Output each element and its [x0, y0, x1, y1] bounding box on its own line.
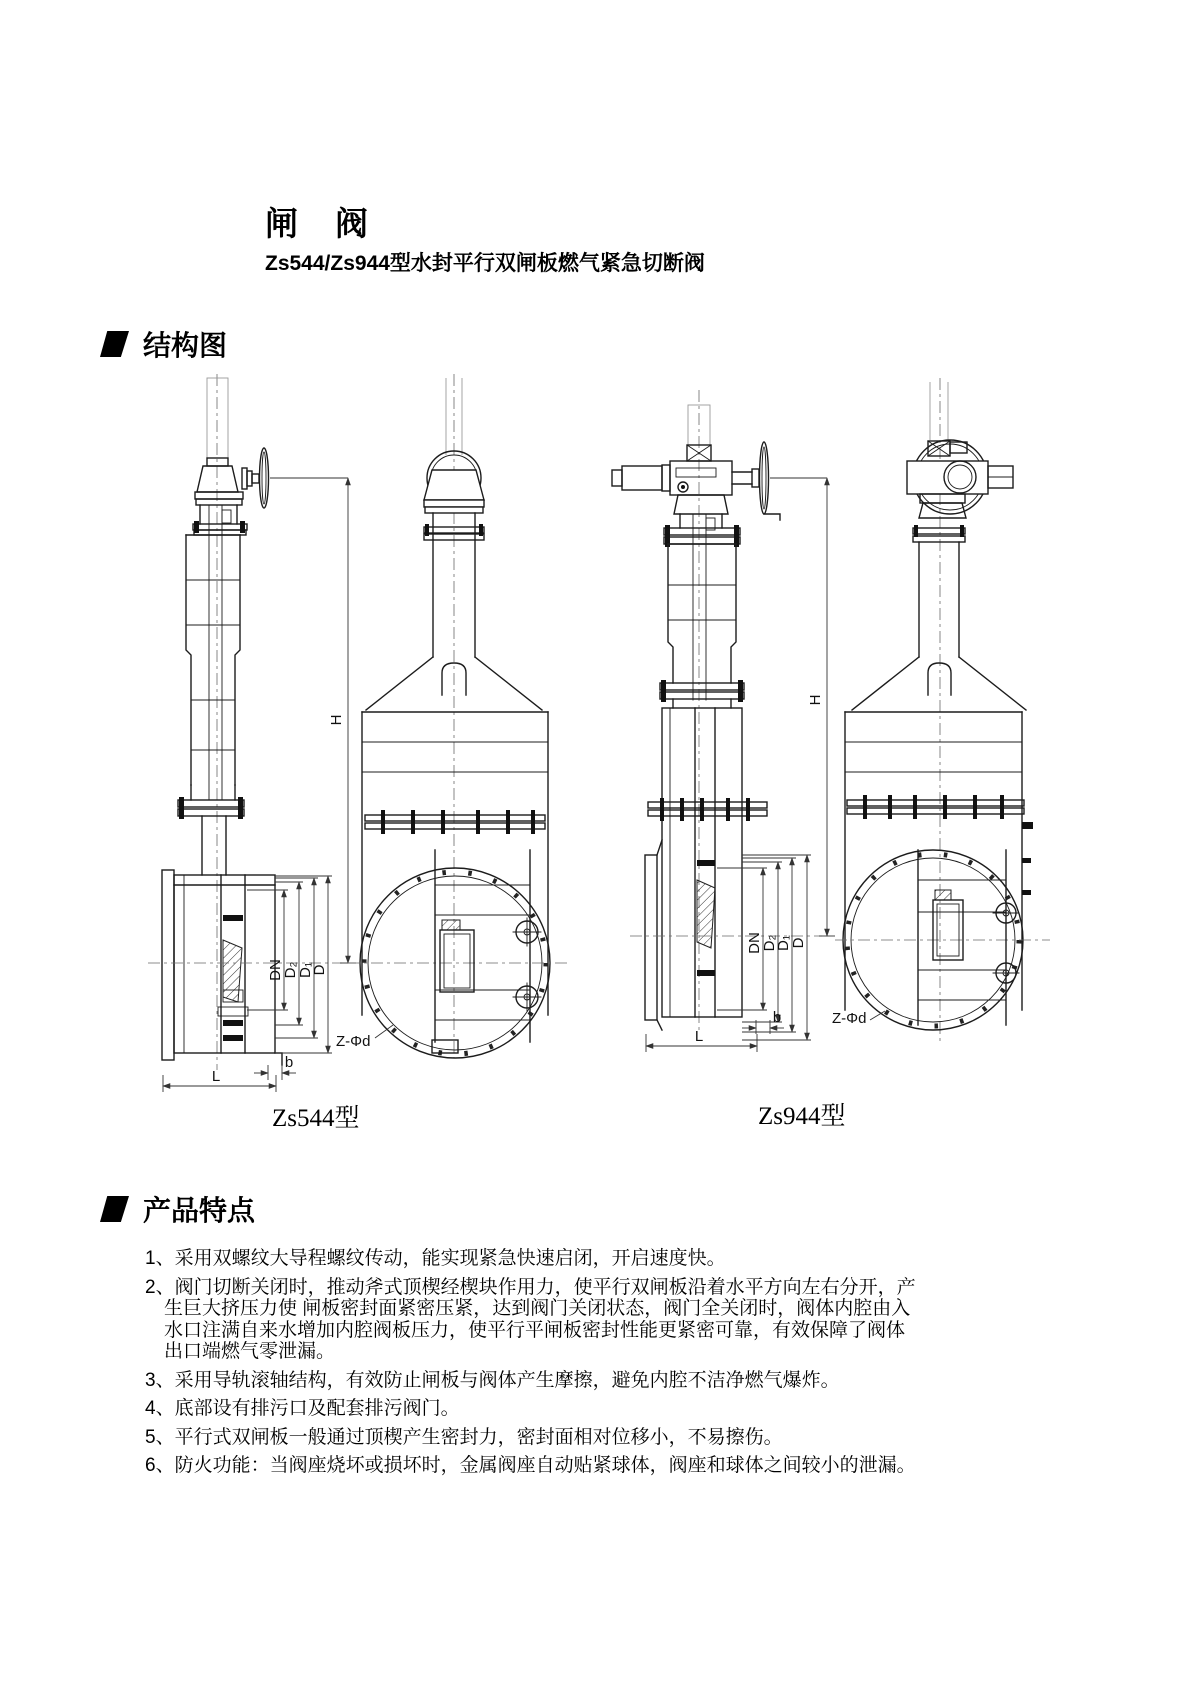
bolt-circle-label-zs944: Z-Φd	[832, 1010, 867, 1027]
feature-item-1	[145, 1248, 1045, 1270]
zs544-caption: Zs544型	[272, 1105, 360, 1132]
dim-label-d1-zs944: D₁	[775, 935, 792, 951]
feature-number: 3、	[145, 1369, 175, 1391]
structure-section-heading	[100, 324, 227, 364]
zs944-side-view-drawing	[612, 390, 835, 1052]
feature-number: 2、	[145, 1276, 175, 1298]
zs544-front-view-drawing	[336, 374, 570, 1058]
dim-label-d2-zs944: D₂	[761, 934, 778, 952]
page-title: 闸 阀	[265, 207, 370, 243]
dim-label-l-zs544: L	[211, 1068, 221, 1085]
feature-text: 平行式双闸板一般通过顶楔产生密封力，密封面相对位移小，不易擦伤。	[174, 1426, 783, 1448]
feature-text: 底部设有排污口及配套排污阀门。	[174, 1398, 460, 1419]
feature-text: 阀门切断关闭时，推动斧式顶楔经楔块作用力，使平行双闸板沿着水平方向左右分开，产	[174, 1276, 916, 1298]
dim-label-l-zs944: L	[694, 1028, 704, 1045]
feature-item-6	[145, 1455, 1045, 1477]
feature-text: 防火功能：当阀座烧坏或损坏时，金属阀座自动贴紧球体，阀座和球体之间较小的泄漏。	[174, 1455, 916, 1476]
feature-text: 采用导轨滚轴结构，有效防止闸板与阀体产生摩擦，避免内腔不洁净燃气爆炸。	[174, 1369, 840, 1391]
dim-label-dn-zs944: DN	[746, 932, 763, 954]
section-heading-label: 产品特点	[143, 1196, 256, 1227]
zs944-caption: Zs944型	[758, 1103, 846, 1130]
section-flag-icon	[100, 1196, 129, 1222]
zs544-side-view-drawing	[148, 374, 356, 1092]
dim-label-b-zs944: b	[772, 1009, 782, 1026]
feature-item-4	[145, 1398, 1045, 1420]
features-section-heading	[100, 1189, 255, 1229]
dim-label-h-zs544: H	[328, 714, 345, 726]
dim-label-b-zs544: b	[284, 1054, 294, 1071]
dim-label-h-zs944: H	[807, 694, 824, 706]
feature-item-5	[145, 1427, 1045, 1449]
feature-text: 采用双螺纹大导程螺纹传动，能实现紧急快速启闭，开启速度快。	[174, 1248, 726, 1269]
dim-label-d2-zs544: D₂	[282, 961, 299, 979]
feature-text: 出口端燃气零泄漏。	[164, 1341, 336, 1362]
bolt-circle-label-zs544: Z-Φd	[336, 1033, 371, 1050]
dim-label-d-zs944: D	[790, 937, 807, 949]
page-subtitle: Zs544/Zs944型水封平行双闸板燃气紧急切断阀	[265, 252, 705, 275]
feature-number: 4、	[145, 1398, 175, 1419]
feature-text: 生巨大挤压力使 闸板密封面紧密压紧，达到阀门关闭状态，阀门全关闭时，阀体内腔由入	[164, 1298, 911, 1319]
feature-number: 5、	[145, 1426, 175, 1448]
zs944-front-view-drawing	[832, 378, 1050, 1042]
section-flag-icon	[100, 331, 129, 357]
dim-label-dn-zs544: DN	[267, 959, 284, 981]
valve-structure-diagram	[90, 370, 1100, 1110]
feature-text: 水口注满自来水增加内腔阀板压力，使平行平闸板密封性能更紧密可靠，有效保障了阀体	[164, 1319, 906, 1341]
dim-label-d1-zs544: D₁	[297, 962, 314, 978]
feature-item-2	[145, 1277, 1045, 1363]
feature-item-3	[145, 1370, 1045, 1392]
dim-label-d-zs544: D	[311, 964, 328, 976]
features-list	[145, 1248, 1045, 1484]
feature-number: 1、	[145, 1248, 175, 1269]
section-heading-label: 结构图	[143, 331, 228, 362]
feature-number: 6、	[145, 1455, 175, 1476]
